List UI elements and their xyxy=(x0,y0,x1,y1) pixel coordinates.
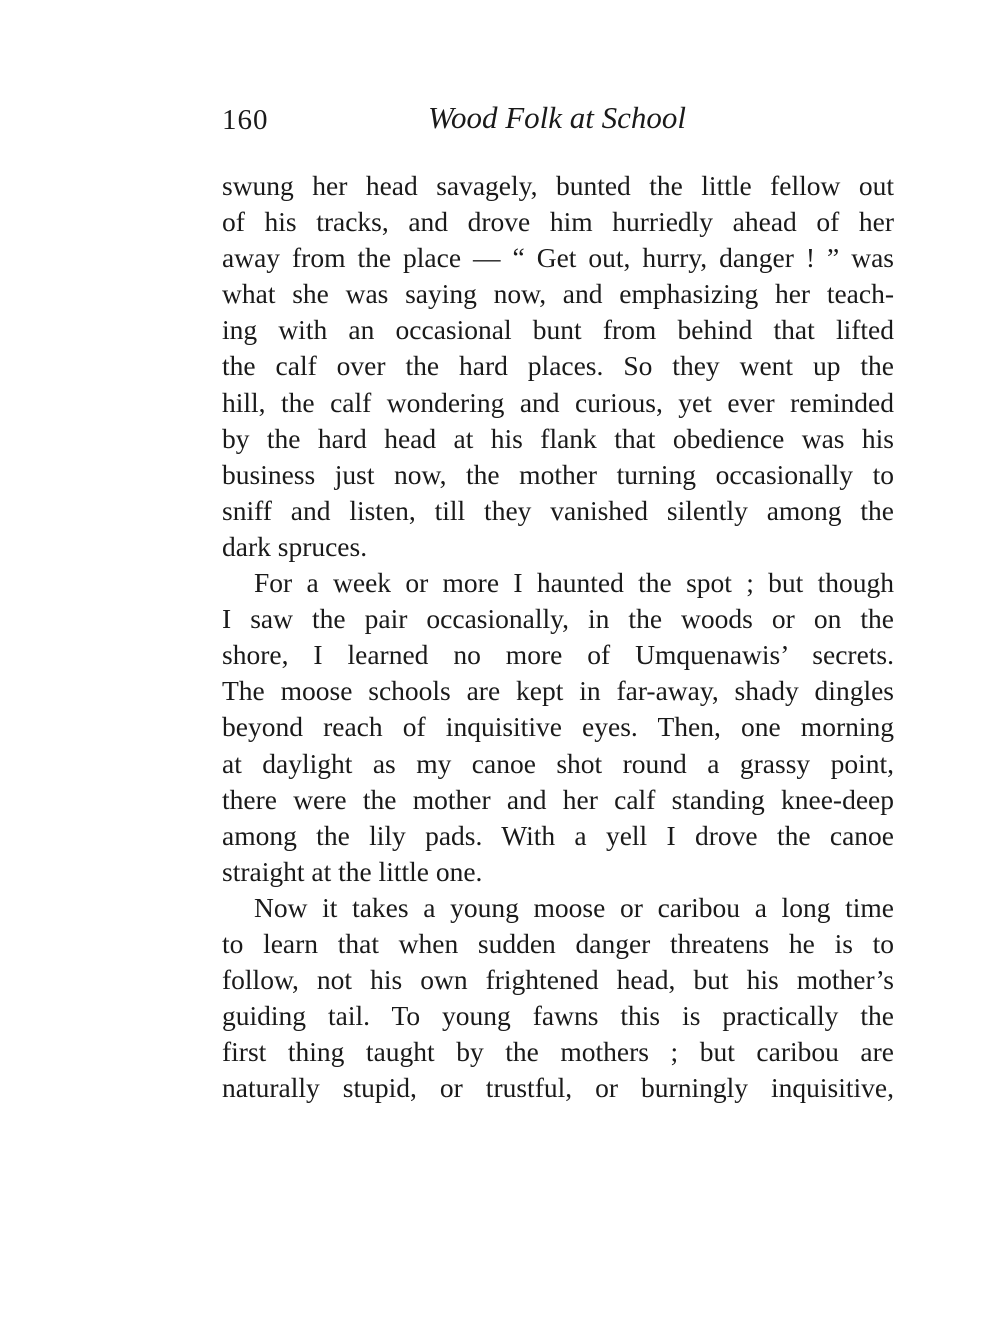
text-line: there were the mother and her calf standing knee-deep xyxy=(222,783,894,815)
text-line: follow, not his own frightened head, but his mother’s xyxy=(222,964,894,996)
text-line: first thing taught by the mothers ; but caribou are xyxy=(222,1036,894,1068)
text-line: at daylight as my canoe shot round a grassy point, xyxy=(222,747,894,779)
paragraph-1 xyxy=(222,168,894,565)
text-line: dark spruces. xyxy=(222,530,368,562)
text-line: by the hard head at his flank that obedience was his xyxy=(222,422,894,454)
text-line: of his tracks, and drove him hurriedly ahead of her xyxy=(222,206,894,238)
text-line: Now it takes a young moose or caribou a long time xyxy=(254,891,894,923)
text-line: beyond reach of inquisitive eyes. Then, one morning xyxy=(222,711,894,743)
paragraph-2 xyxy=(222,565,894,890)
text-line: away from the place — “ Get out, hurry, danger ! ” was xyxy=(222,242,894,274)
text-line: shore, I learned no more of Umquenawis’ secrets. xyxy=(222,639,894,671)
text-line: I saw the pair occasionally, in the woods or on the xyxy=(222,603,894,635)
text-line: The moose schools are kept in far-away, shady dingles xyxy=(222,675,894,707)
text-line: among the lily pads. With a yell I drove the canoe xyxy=(222,819,894,851)
text-line: what she was saying now, and emphasizing her teach- xyxy=(222,278,894,310)
page-number: 160 xyxy=(222,104,269,136)
body-text xyxy=(222,168,894,1106)
text-line: to learn that when sudden danger threatens he is to xyxy=(222,927,894,959)
text-line: naturally stupid, or trustful, or burningly inquisitive, xyxy=(222,1072,894,1104)
text-line: guiding tail. To young fawns this is practically the xyxy=(222,1000,894,1032)
text-line: sniff and listen, till they vanished silently among the xyxy=(222,494,894,526)
text-line: straight at the little one. xyxy=(222,855,483,887)
running-title: Wood Folk at School xyxy=(428,100,687,135)
text-line: swung her head savagely, bunted the little fellow out xyxy=(222,170,894,201)
text-line: ing with an occasional bunt from behind that lifted xyxy=(222,314,894,346)
text-line: the calf over the hard places. So they went up the xyxy=(222,350,894,382)
paragraph-3 xyxy=(222,890,894,1107)
text-line: business just now, the mother turning occasionally to xyxy=(222,458,894,490)
text-line: For a week or more I haunted the spot ; but though xyxy=(254,567,894,599)
running-head xyxy=(222,100,894,144)
text-line: hill, the calf wondering and curious, yet ever reminded xyxy=(222,386,894,418)
